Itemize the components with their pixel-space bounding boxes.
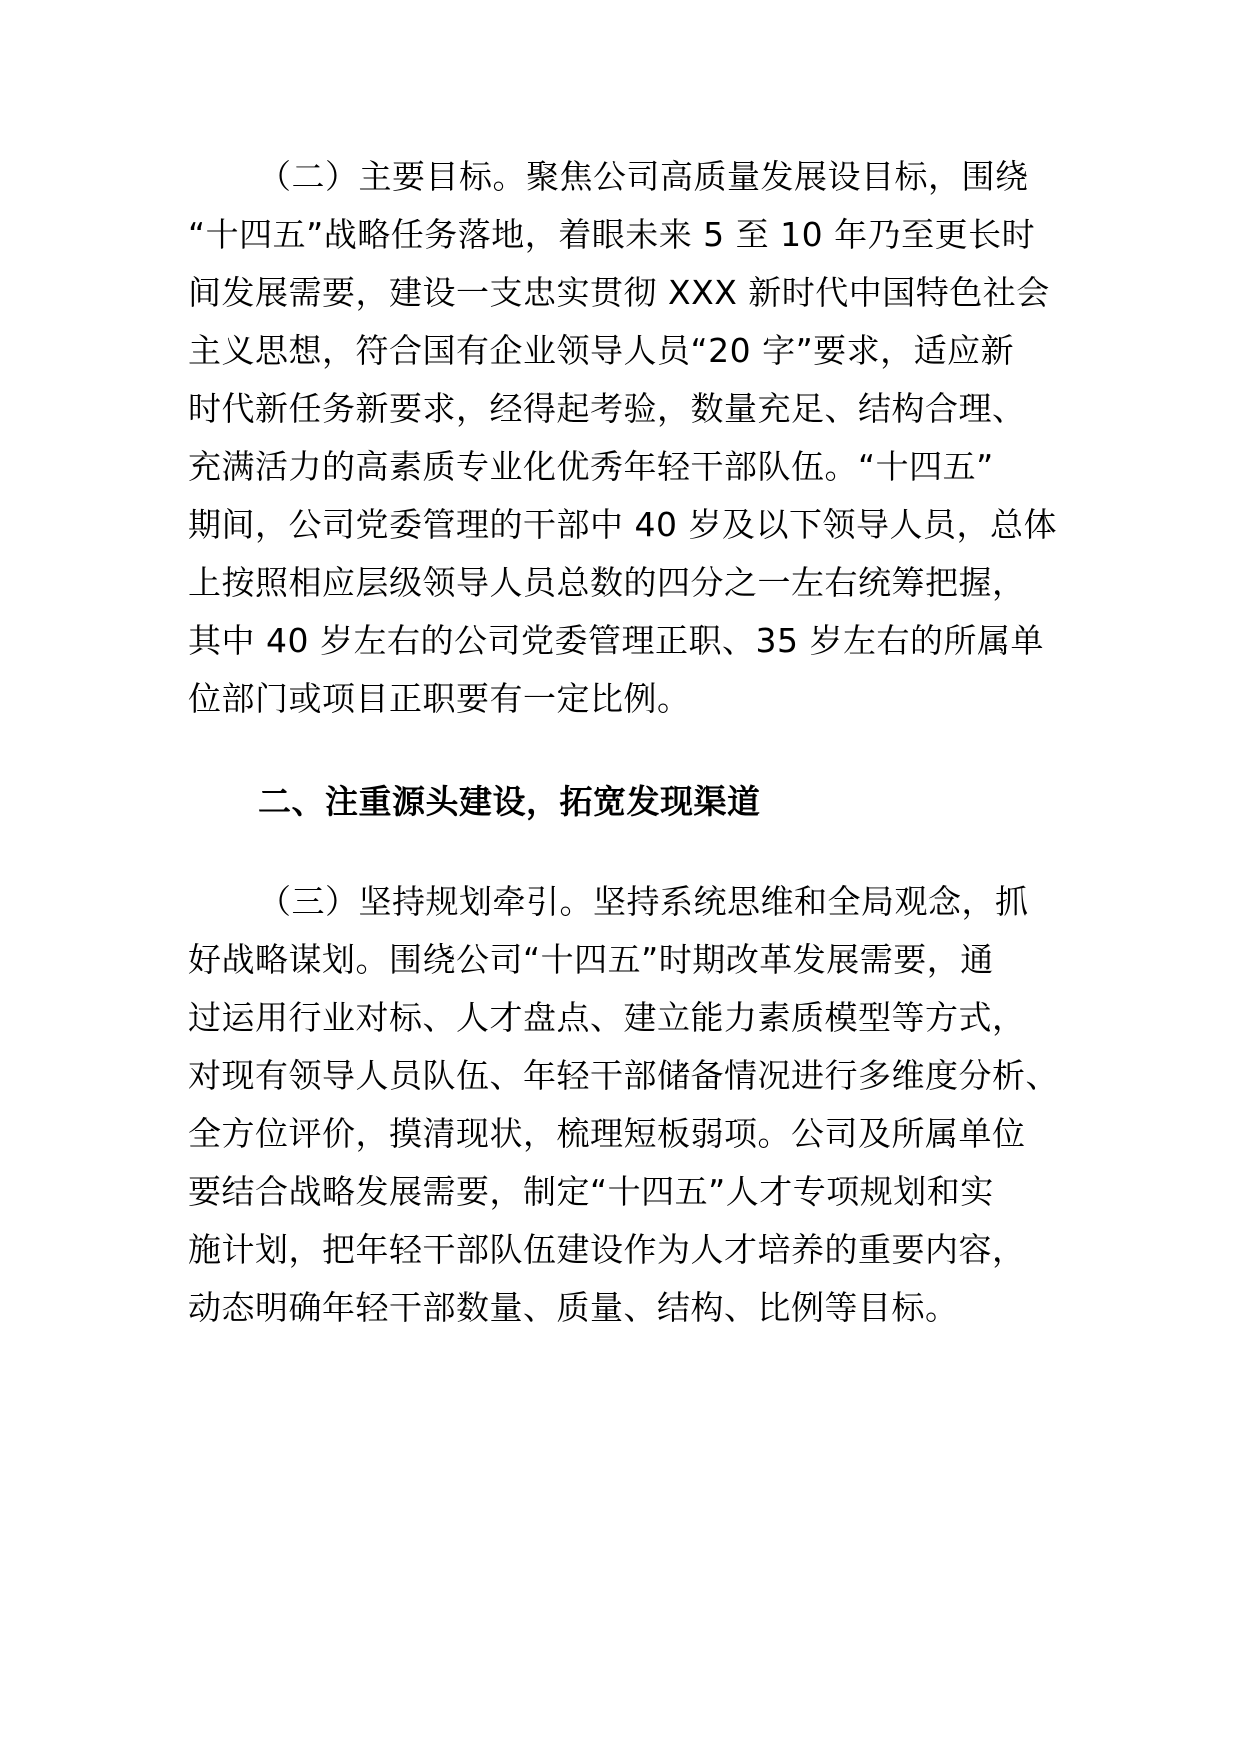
paragraph-line: 对现有领导人员队伍、年轻干部储备情况进行多维度分析、 <box>188 1056 1059 1095</box>
paragraph-line: “十四五”战略任务落地，着眼未来 5 至 10 年乃至更长时 <box>188 215 1036 254</box>
paragraph-line: 动态明确年轻干部数量、质量、结构、比例等目标。 <box>188 1288 959 1327</box>
paragraph-line: 好战略谋划。围绕公司“十四五”时期改革发展需要，通 <box>188 940 994 979</box>
paragraph-line: 过运用行业对标、人才盘点、建立能力素质模型等方式， <box>188 998 1026 1037</box>
paragraph-line: 要结合战略发展需要，制定“十四五”人才专项规划和实 <box>188 1172 994 1211</box>
paragraph-line: 上按照相应层级领导人员总数的四分之一左右统筹把握， <box>188 563 1026 602</box>
section-heading: 二、注重源头建设，拓宽发现渠道 <box>258 782 761 821</box>
paragraph-line: 充满活力的高素质专业化优秀年轻干部队伍。“十四五” <box>188 447 994 486</box>
paragraph-line: 期间，公司党委管理的干部中 40 岁及以下领导人员，总体 <box>188 505 1057 544</box>
paragraph-line: 全方位评价，摸清现状，梳理短板弱项。公司及所属单位 <box>188 1114 1026 1153</box>
paragraph-line: 间发展需要，建设一支忠实贯彻 XXX 新时代中国特色社会 <box>188 273 1050 312</box>
paragraph-line: 时代新任务新要求，经得起考验，数量充足、结构合理、 <box>188 389 1026 428</box>
paragraph-line: 施计划，把年轻干部队伍建设作为人才培养的重要内容， <box>188 1230 1026 1269</box>
paragraph-line: 主义思想，符合国有企业领导人员“20 字”要求，适应新 <box>188 331 1015 370</box>
paragraph-line: （二）主要目标。聚焦公司高质量发展设目标，围绕 <box>258 157 1029 196</box>
paragraph-line: 位部门或项目正职要有一定比例。 <box>188 679 691 718</box>
paragraph-line: （三）坚持规划牵引。坚持系统思维和全局观念，抓 <box>258 882 1029 921</box>
paragraph-line: 其中 40 岁左右的公司党委管理正职、35 岁左右的所属单 <box>188 621 1044 660</box>
